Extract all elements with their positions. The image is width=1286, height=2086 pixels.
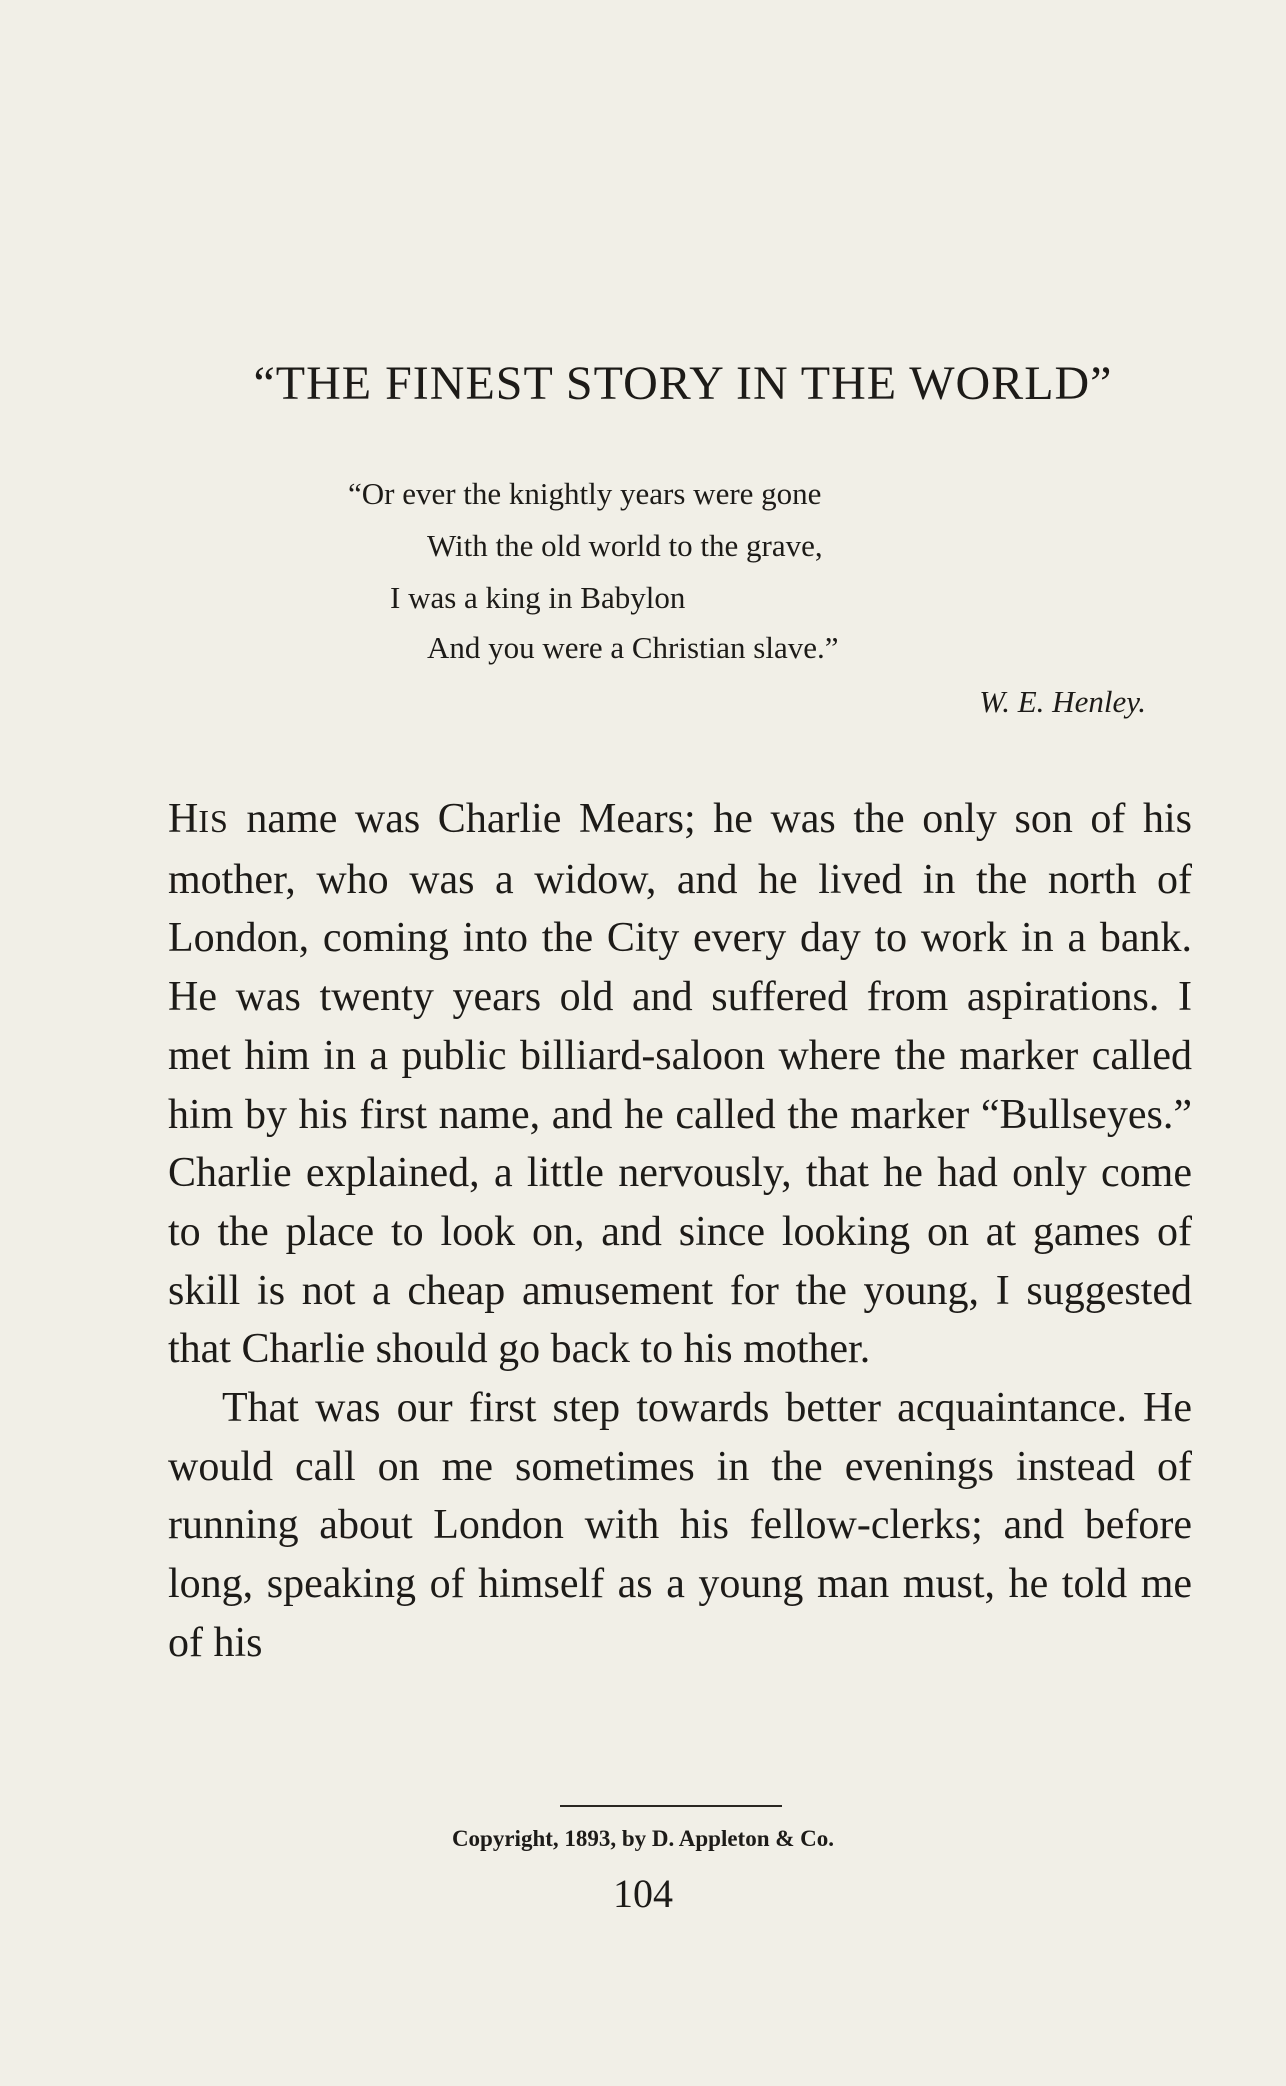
paragraph-1-text: name was Charlie Mears; he was the only son of his mother, who was a widow, and he lived in the north of London, coming into the City every day to work in a bank. He was twenty years old and suffered from aspirations. I met him in a public billiard-saloon where the marker called him by his first name, and he called the marker “Bullseyes.” Charlie explained, a little nervously, that he had only come to the place to look on, and since looking on at games of skill is not a cheap amusement for the young, I suggested that Charlie should go back to his mother. <box>168 796 1192 1373</box>
epigraph-author: W. E. Henley. <box>979 684 1146 719</box>
chapter-title: “THE FINEST STORY IN THE WORLD” <box>253 357 1113 410</box>
drop-smallcaps-first: H <box>168 796 199 842</box>
epigraph-line: “Or ever the knightly years were gone <box>348 476 822 511</box>
epigraph-line: With the old world to the grave, <box>427 528 823 563</box>
epigraph-line: And you were a Christian slave.” <box>427 630 839 665</box>
page-number: 104 <box>613 1871 673 1916</box>
epigraph-line: I was a king in Babylon <box>390 580 686 615</box>
paragraph-1 <box>168 790 1192 1379</box>
drop-smallcaps-rest: IS <box>198 803 229 839</box>
body-text <box>168 790 1192 1673</box>
footnote-rule <box>560 1805 782 1807</box>
paragraph-2: That was our first step towards better acquaintance. He would call on me sometimes in the evenings instead of running about London with his fellow-clerks; and before long, speaking of himself as a young man must, he told me of his <box>168 1385 1192 1666</box>
copyright-footnote: Copyright, 1893, by D. Appleton & Co. <box>451 1826 835 1851</box>
